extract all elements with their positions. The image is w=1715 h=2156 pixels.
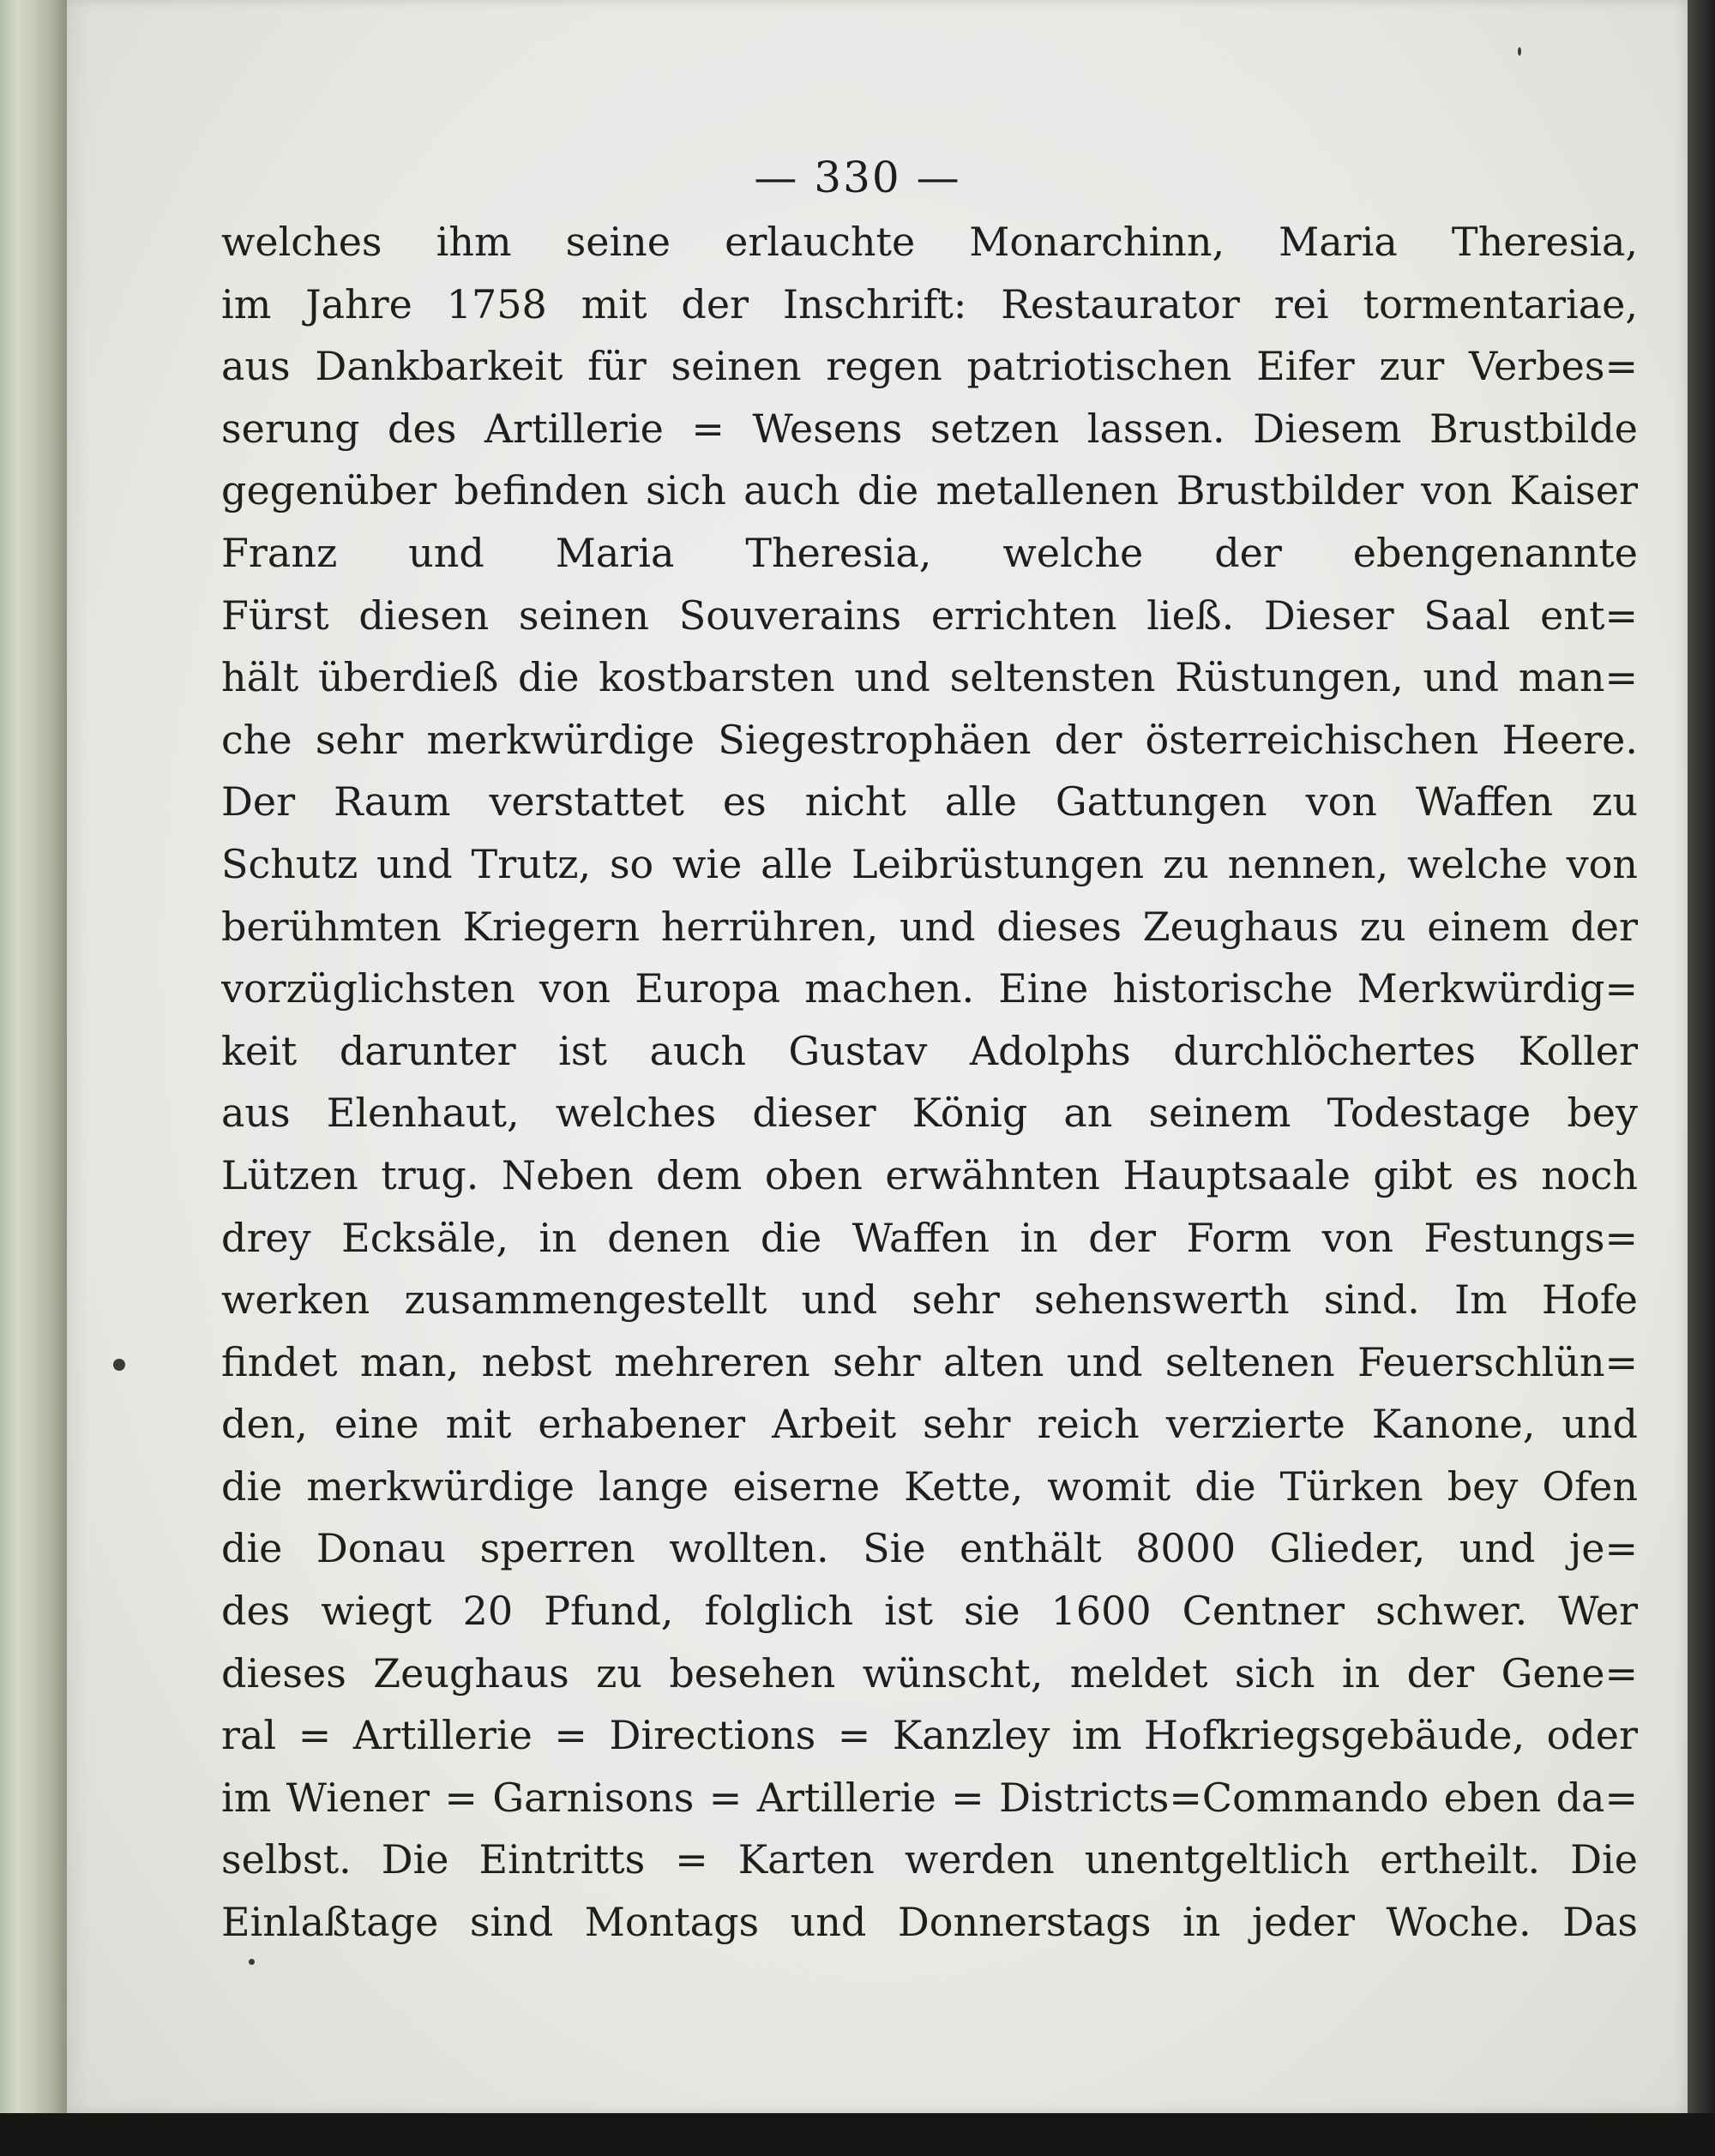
text-line: den, eine mit erhabener Arbeit sehr reich verzierte Kanone, und [221, 1401, 1638, 1448]
ink-speck [113, 1359, 125, 1371]
ink-speck [1518, 47, 1521, 56]
book-edge [0, 0, 67, 2113]
text-line: Der Raum verstattet es nicht alle Gattungen von Waffen zu [221, 778, 1638, 826]
text-line: ral = Artillerie = Directions = Kanzley im Hofkriegsgebäude, oder [221, 1712, 1638, 1759]
text-line: Lützen trug. Neben dem oben erwähnten Hauptsaale gibt es noch [221, 1151, 1638, 1198]
page-number-header: — 330 — [754, 153, 961, 202]
text-line: gegenüber befinden sich auch die metallenen Brustbilder von Kaiser [221, 467, 1638, 514]
text-line: werken zusammengestellt und sehr sehenswerth sind. Im Hofe [221, 1276, 1638, 1324]
text-line: hält überdieß die kostbarsten und seltensten Rüstungen, und man= [221, 654, 1638, 701]
text-line: aus Elenhaut, welches dieser König an seinem Todestage bey [221, 1090, 1638, 1137]
ink-speck [249, 1959, 255, 1965]
text-line: die Donau sperren wollten. Sie enthält 8000 Glieder, und je= [221, 1525, 1638, 1572]
right-shadow [1688, 0, 1715, 2113]
text-line: drey Ecksäle, in denen die Waffen in der Form von Festungs= [221, 1214, 1638, 1261]
text-line: des wiegt 20 Pfund, folglich ist sie 1600 Centner schwer. Wer [221, 1588, 1638, 1635]
text-line: serung des Artillerie = Wesens setzen lassen. Diesem Brustbilde [221, 405, 1638, 452]
text-line: selbst. Die Eintritts = Karten werden unentgeltlich ertheilt. Die [221, 1836, 1638, 1883]
text-line: im Wiener = Garnisons = Artillerie = Districts=Commando eben da= [221, 1774, 1638, 1821]
text-line: Schutz und Trutz, so wie alle Leibrüstungen zu nennen, welche von [221, 840, 1638, 887]
text-line: Franz und Maria Theresia, welche der ebengenannte [221, 529, 1638, 576]
text-line: keit darunter ist auch Gustav Adolphs durchlöchertes Koller [221, 1027, 1638, 1074]
text-line: Einlaßtage sind Montags und Donnerstags in jeder Woche. Das [221, 1899, 1638, 1946]
text-line: vorzüglichsten von Europa machen. Eine historische Merkwürdig= [221, 965, 1638, 1012]
text-line: die merkwürdige lange eiserne Kette, womit die Türken bey Ofen [221, 1462, 1638, 1510]
text-line: findet man, nebst mehreren sehr alten und seltenen Feuerschlün= [221, 1338, 1638, 1385]
body-text [221, 211, 1638, 1954]
text-line: im Jahre 1758 mit der Inschrift: Restaurator rei tormentariae, [221, 280, 1638, 327]
text-line: welches ihm seine erlauchte Monarchinn, Maria Theresia, [221, 219, 1638, 265]
text-line: aus Dankbarkeit für seinen regen patriotischen Eifer zur Verbes= [221, 343, 1638, 390]
text-line: dieses Zeughaus zu besehen wünscht, meldet sich in der Gene= [221, 1649, 1638, 1697]
text-line: berühmten Kriegern herrühren, und dieses Zeughaus zu einem der [221, 903, 1638, 950]
bottom-shadow [0, 2113, 1715, 2156]
text-line: Fürst diesen seinen Souverains errichten ließ. Dieser Saal ent= [221, 592, 1638, 639]
text-line: che sehr merkwürdige Siegestrophäen der österreichischen Heere. [221, 716, 1638, 763]
